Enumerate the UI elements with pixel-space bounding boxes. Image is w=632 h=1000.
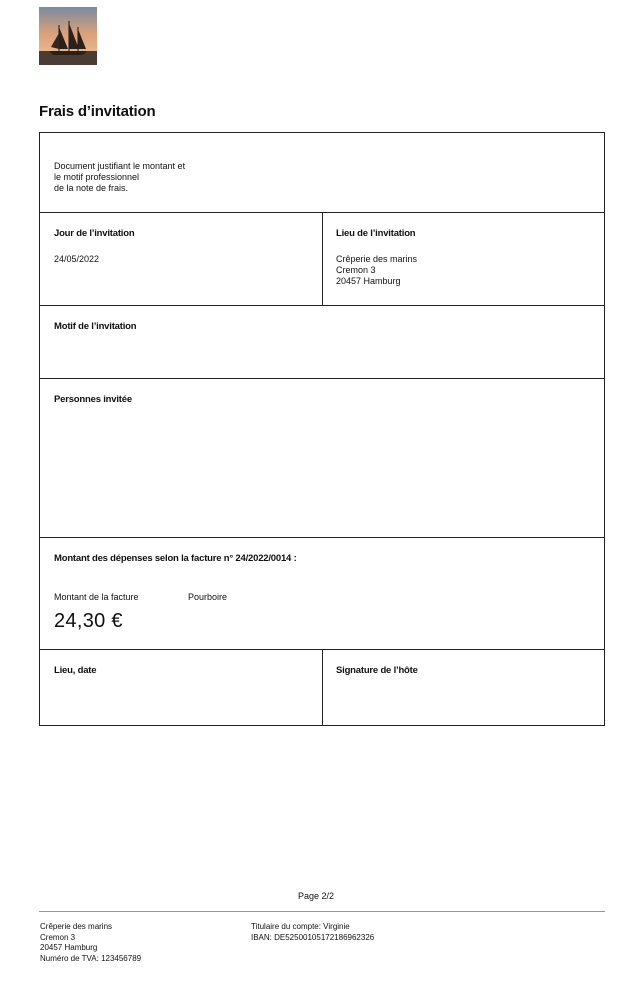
motive-section xyxy=(40,306,604,379)
page-number: Page 2/2 xyxy=(297,891,335,901)
invitation-place-label: Lieu de l’invitation xyxy=(336,228,416,239)
footer-line: Crêperie des marins xyxy=(40,922,113,931)
footer-line: Numéro de TVA: 123456789 xyxy=(40,953,142,963)
invitation-day-value: 24/05/2022 xyxy=(54,254,100,264)
intro-text xyxy=(54,161,185,194)
footer-line: 20457 Hamburg xyxy=(40,943,98,952)
address-line: Cremon 3 xyxy=(336,265,376,275)
expenses-section xyxy=(40,538,604,650)
invitation-day-label: Jour de l’invitation xyxy=(54,228,135,239)
place-date-label: Lieu, date xyxy=(54,665,97,676)
invitation-place-address xyxy=(336,254,417,287)
sailing-ship-logo xyxy=(39,7,97,65)
footer-address xyxy=(40,922,141,964)
guests-label: Personnes invitée xyxy=(54,394,132,405)
address-line: 20457 Hamburg xyxy=(336,276,401,286)
invoice-amount-label: Montant de la facture xyxy=(54,592,139,602)
place-date-cell xyxy=(40,650,323,725)
intro-line: de la note de frais. xyxy=(54,183,129,193)
address-line: Crêperie des marins xyxy=(336,254,418,264)
day-place-section xyxy=(40,213,604,306)
footer-line: IBAN: DE52500105172186962326 xyxy=(251,932,375,942)
host-signature-cell xyxy=(323,650,604,725)
invitation-place-cell xyxy=(323,213,604,305)
invitation-day-cell xyxy=(40,213,323,305)
footer-bank xyxy=(251,922,374,943)
intro-line: Document justifiant le montant et xyxy=(54,161,186,171)
guests-section xyxy=(40,379,604,538)
intro-line: le motif professionnel xyxy=(54,172,140,182)
footer-divider xyxy=(39,911,605,912)
footer-line: Titulaire du compte: Virginie xyxy=(251,922,350,931)
expenses-label: Montant des dépenses selon la facture n° 24/2022/0014 : xyxy=(54,553,297,564)
document-title: Frais d’invitation xyxy=(39,103,156,120)
host-signature-label: Signature de l’hôte xyxy=(336,665,418,676)
tip-label: Pourboire xyxy=(188,592,228,602)
motive-label: Motif de l’invitation xyxy=(54,321,137,332)
intro-section xyxy=(40,133,604,213)
invoice-amount-value: 24,30 € xyxy=(54,610,123,632)
footer-line: Cremon 3 xyxy=(40,932,76,942)
signature-section xyxy=(40,650,604,725)
expense-form xyxy=(39,132,605,726)
sailing-ship-icon xyxy=(39,7,97,65)
